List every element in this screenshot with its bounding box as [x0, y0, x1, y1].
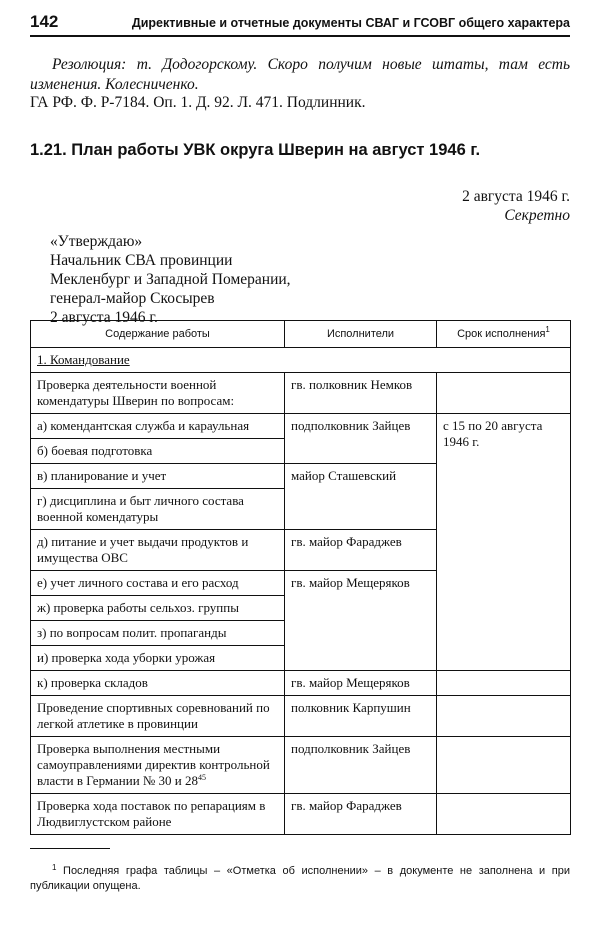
table-row [31, 373, 571, 414]
column-header-deadline: Срок исполнения$^1$ [437, 321, 571, 348]
table-row [31, 414, 571, 439]
column-header-content: Содержание работы [31, 321, 285, 348]
task-cell: з) по вопросам полит. пропаганды [31, 621, 285, 646]
task-cell: Проверка выполнения местными самоуправлениями директив контрольной власти в Германии № 30 и $28^{45}$ [31, 737, 285, 794]
deadline-cell [437, 794, 571, 835]
executor-cell: гв. майор Фараджев [285, 530, 437, 571]
footnote-mark: 1 [52, 863, 57, 872]
table-row [31, 671, 571, 696]
footnote [30, 864, 570, 894]
executor-cell: подполковник Зайцев [285, 737, 437, 794]
task-cell: д) питание и учет выдачи продуктов и имущества ОВС [31, 530, 285, 571]
document-date-block [462, 187, 570, 225]
archive-source: ГА РФ. Ф. Р-7184. Оп. 1. Д. 92. Л. 471. Подлинник. [30, 94, 366, 111]
executor-cell: майор Сташевский [285, 464, 437, 530]
executor-cell: гв. майор Мещеряков [285, 571, 437, 671]
document-date: 2 августа 1946 г. [462, 188, 570, 205]
task-cell: Проведение спортивных соревнований по легкой атлетике в провинции [31, 696, 285, 737]
task-cell: к) проверка складов [31, 671, 285, 696]
task-cell: Проверка деятельности военной комендатуры Шверин по вопросам: [31, 373, 285, 414]
task-cell: а) комендантская служба и караульная [31, 414, 285, 439]
task-cell: б) боевая подготовка [31, 439, 285, 464]
running-title: Директивные и отчетные документы СВАГ и ГСОВГ общего характера [131, 16, 570, 30]
table-row [31, 794, 571, 835]
work-plan-table [30, 320, 571, 835]
table-row [31, 696, 571, 737]
approval-line: «Утверждаю» [50, 233, 143, 250]
task-cell: г) дисциплина и быт личного состава военной комендатуры [31, 489, 285, 530]
deadline-cell: с 15 по 20 августа 1946 г. [437, 414, 571, 671]
table-section-row [31, 348, 571, 373]
footnote-ref: 45 [198, 773, 207, 782]
task-cell: е) учет личного состава и его расход [31, 571, 285, 596]
footnote-rule [30, 848, 110, 849]
task-cell: и) проверка хода уборки урожая [31, 646, 285, 671]
resolution-note: Резолюция: т. Додогорскому. Скоро получим новые штаты, там есть изменения. Колесниченко. [30, 56, 570, 93]
document-title: 1.21. План работы УВК округа Шверин на август 1946 г. [30, 141, 481, 159]
deadline-cell [437, 373, 571, 414]
executor-cell: подполковник Зайцев [285, 414, 437, 464]
deadline-cell [437, 737, 571, 794]
deadline-cell [437, 696, 571, 737]
page-number: 142 [30, 12, 59, 31]
section-title: 1. Командование [31, 348, 571, 373]
approval-line: 2 августа 1946 г. [50, 309, 158, 326]
executor-cell: полковник Карпушин [285, 696, 437, 737]
column-header-executors: Исполнители [285, 321, 437, 348]
table-header-row [31, 321, 571, 348]
approval-line: Начальник СВА провинции [50, 252, 233, 269]
executor-cell: гв. майор Фараджев [285, 794, 437, 835]
task-cell: в) планирование и учет [31, 464, 285, 489]
classification-label: Секретно [504, 207, 570, 224]
approval-line: Мекленбург и Западной Померании, [50, 271, 291, 288]
executor-cell: гв. полковник Немков [285, 373, 437, 414]
table-row [31, 737, 571, 794]
approval-line: генерал-майор Скосырев [50, 290, 215, 307]
executor-cell: гв. майор Мещеряков [285, 671, 437, 696]
deadline-cell [437, 671, 571, 696]
footnote-ref: 1 [545, 325, 550, 334]
footnote-text: Последняя графа таблицы – «Отметка об исполнении» – в документе не заполнена и при публикации опущена. [30, 865, 570, 892]
header-rule [30, 35, 570, 37]
approval-block [50, 232, 291, 327]
task-cell: Проверка хода поставок по репарациям в Людвиглустском районе [31, 794, 285, 835]
task-cell: ж) проверка работы сельхоз. группы [31, 596, 285, 621]
